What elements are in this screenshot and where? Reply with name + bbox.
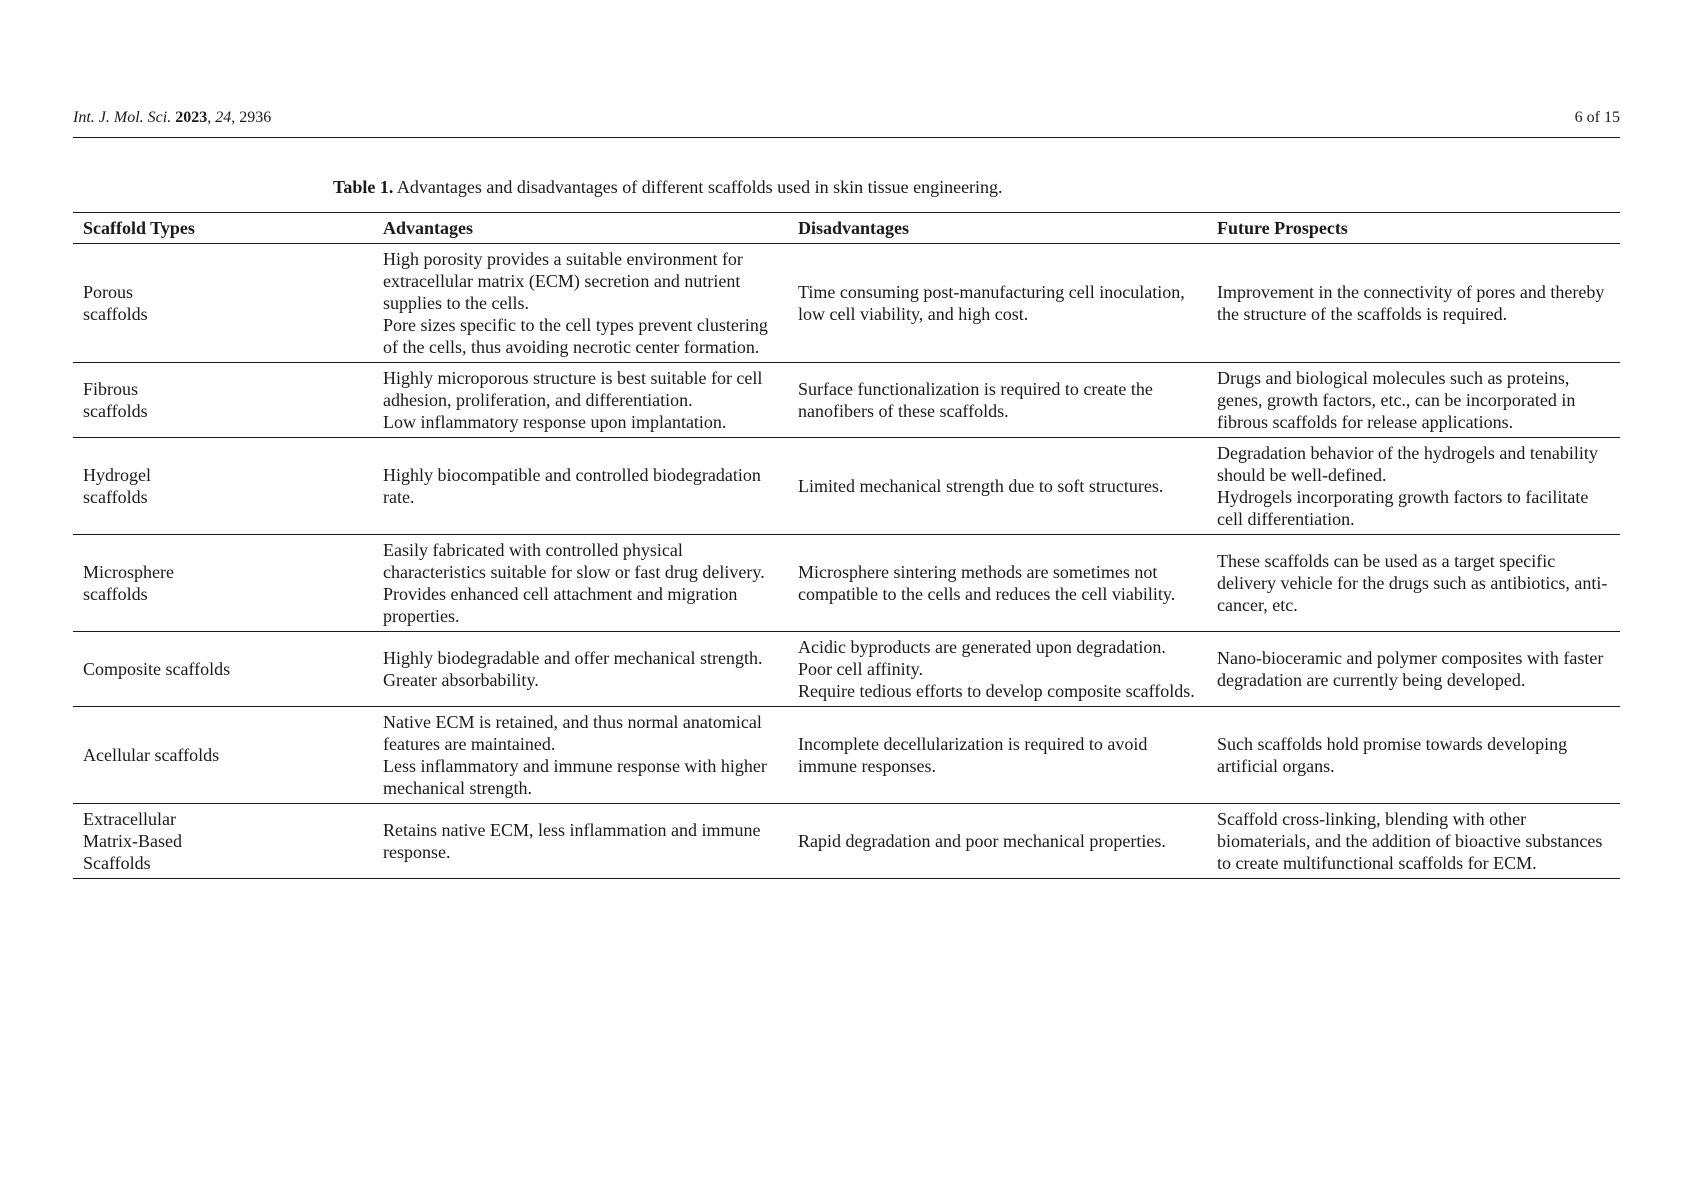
table-header-row	[73, 213, 1620, 244]
disadvantages-cell	[788, 244, 1207, 363]
scaffold-type-cell	[73, 804, 373, 879]
cell-text: Rapid degradation and poor mechanical properties.	[798, 831, 1166, 851]
scaffold-type-text: Hydrogel	[83, 465, 151, 485]
citation-article-number: 2936	[239, 109, 272, 126]
table-row	[73, 707, 1620, 804]
table-row	[73, 535, 1620, 632]
scaffold-type-cell	[73, 707, 373, 804]
advantages-cell	[373, 707, 788, 804]
cell-text: Microsphere sintering methods are sometimes not compatible to the cells and reduces the cell viability.	[798, 562, 1176, 604]
scaffold-type-text: Matrix-Based	[83, 831, 182, 851]
cell-text: Provides enhanced cell attachment and migration properties.	[383, 584, 738, 626]
scaffold-type-text: scaffolds	[83, 304, 148, 324]
advantages-cell	[373, 804, 788, 879]
scaffold-type-text: Microsphere	[83, 562, 174, 582]
scaffold-type-text: Extracellular	[83, 809, 176, 829]
advantages-cell	[373, 535, 788, 632]
header-divider	[73, 137, 1620, 138]
cell-text: Improvement in the connectivity of pores and thereby the structure of the scaffolds is required.	[1217, 282, 1605, 324]
scaffold-type-text: scaffolds	[83, 401, 148, 421]
disadvantages-cell	[788, 535, 1207, 632]
table-caption	[333, 175, 1003, 199]
journal-citation: Int. J. Mol. Sci. 2023, 24, 2936	[73, 109, 272, 126]
scaffold-type-cell	[73, 363, 373, 438]
running-header	[73, 106, 1620, 130]
scaffold-type-cell	[73, 535, 373, 632]
scaffold-type-text: scaffolds	[83, 584, 148, 604]
cell-text: Highly biocompatible and controlled biodegradation rate.	[383, 465, 761, 507]
cell-text: Low inflammatory response upon implantation.	[383, 412, 727, 432]
cell-text: Require tedious efforts to develop composite scaffolds.	[798, 681, 1195, 701]
future-prospects-cell	[1207, 438, 1620, 535]
cell-text: Time consuming post-manufacturing cell inoculation, low cell viability, and high cost.	[798, 282, 1185, 324]
cell-text: These scaffolds can be used as a target specific delivery vehicle for the drugs such as antibiotics, anti-cancer, etc.	[1217, 551, 1608, 615]
future-prospects-cell	[1207, 804, 1620, 879]
table-caption-text: Advantages and disadvantages of different scaffolds used in skin tissue engineering.	[396, 177, 1003, 197]
future-prospects-cell	[1207, 363, 1620, 438]
column-header-advantages: Advantages	[383, 218, 474, 238]
cell-text: Degradation behavior of the hydrogels and tenability should be well-defined.	[1217, 443, 1598, 485]
cell-text: Limited mechanical strength due to soft structures.	[798, 476, 1164, 496]
cell-text: Surface functionalization is required to create the nanofibers of these scaffolds.	[798, 379, 1153, 421]
scaffold-type-text: Scaffolds	[83, 853, 151, 873]
disadvantages-cell	[788, 438, 1207, 535]
cell-text: Scaffold cross-linking, blending with other biomaterials, and the addition of bioactive substances to create multifunctional scaffolds for ECM.	[1217, 809, 1603, 873]
table-row	[73, 438, 1620, 535]
disadvantages-cell	[788, 707, 1207, 804]
cell-text: Easily fabricated with controlled physical characteristics suitable for slow or fast drug delivery.	[383, 540, 765, 582]
citation-volume: 24	[215, 109, 232, 126]
table-row	[73, 244, 1620, 363]
table-caption-label: Table 1.	[333, 177, 394, 197]
future-prospects-cell	[1207, 632, 1620, 707]
cell-text: Greater absorbability.	[383, 670, 539, 690]
table-row	[73, 632, 1620, 707]
scaffold-type-cell	[73, 632, 373, 707]
disadvantages-cell	[788, 363, 1207, 438]
cell-text: Pore sizes specific to the cell types prevent clustering of the cells, thus avoiding necrotic center formation.	[383, 315, 768, 357]
column-header-future-prospects: Future Prospects	[1217, 218, 1348, 238]
document-page	[73, 0, 1620, 1190]
cell-text: Native ECM is retained, and thus normal anatomical features are maintained.	[383, 712, 762, 754]
table-row	[73, 804, 1620, 879]
cell-text: Drugs and biological molecules such as proteins, genes, growth factors, etc., can be incorporated in fibrous scaffolds for release applications.	[1217, 368, 1576, 432]
cell-text: Highly microporous structure is best suitable for cell adhesion, proliferation, and differentiation.	[383, 368, 763, 410]
scaffold-type-text: Porous	[83, 282, 134, 302]
disadvantages-cell	[788, 804, 1207, 879]
journal-name: Int. J. Mol. Sci.	[73, 109, 172, 126]
advantages-cell	[373, 632, 788, 707]
future-prospects-cell	[1207, 244, 1620, 363]
column-header-scaffold-types: Scaffold Types	[83, 218, 195, 238]
future-prospects-cell	[1207, 535, 1620, 632]
scaffold-type-cell	[73, 244, 373, 363]
cell-text: Such scaffolds hold promise towards developing artificial organs.	[1217, 734, 1568, 776]
scaffold-type-cell	[73, 438, 373, 535]
table-row	[73, 363, 1620, 438]
cell-text: Incomplete decellularization is required to avoid immune responses.	[798, 734, 1148, 776]
cell-text: Nano-bioceramic and polymer composites with faster degradation are currently being developed.	[1217, 648, 1604, 690]
scaffold-type-text: Fibrous	[83, 379, 139, 399]
citation-year: 2023	[175, 109, 208, 126]
cell-text: Less inflammatory and immune response with higher mechanical strength.	[383, 756, 767, 798]
cell-text: Hydrogels incorporating growth factors to facilitate cell differentiation.	[1217, 487, 1589, 529]
scaffold-type-text: scaffolds	[83, 487, 148, 507]
future-prospects-cell	[1207, 707, 1620, 804]
disadvantages-cell	[788, 632, 1207, 707]
scaffold-type-text: Acellular scaffolds	[83, 745, 220, 765]
cell-text: Poor cell affinity.	[798, 659, 923, 679]
column-header-disadvantages: Disadvantages	[798, 218, 910, 238]
cell-text: Acidic byproducts are generated upon degradation.	[798, 637, 1166, 657]
table-body	[73, 244, 1620, 879]
cell-text: Highly biodegradable and offer mechanical strength.	[383, 648, 763, 668]
advantages-cell	[373, 363, 788, 438]
advantages-cell	[373, 244, 788, 363]
cell-text: Retains native ECM, less inflammation and immune response.	[383, 820, 761, 862]
cell-text: High porosity provides a suitable environment for extracellular matrix (ECM) secretion and nutrient supplies to the cells.	[383, 249, 743, 313]
scaffold-comparison-table	[73, 212, 1620, 879]
page-number: 6 of 15	[1574, 109, 1620, 126]
advantages-cell	[373, 438, 788, 535]
scaffold-type-text: Composite scaffolds	[83, 659, 231, 679]
